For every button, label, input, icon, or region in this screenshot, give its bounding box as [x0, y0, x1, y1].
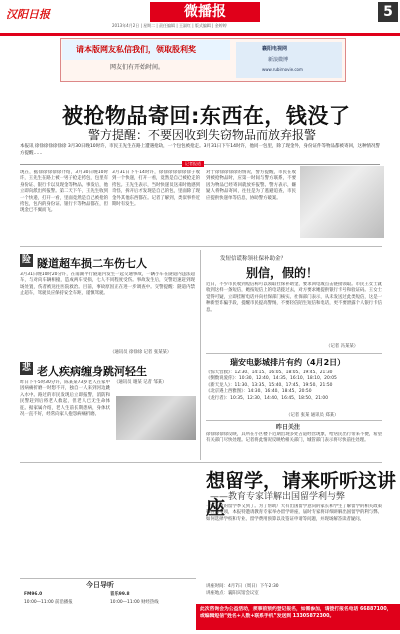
fraud-body: 近日，不少市民收到短信称可以领取社保补助金，要求回电或点击链接领取。市民王女士就收到这样一条短信，她按短信上的电话拨过去，对方要求她提供银行卡号和验证码。王女士觉得可疑，立即挂断电话并向社保部门核实。社保部门表示，从未发送过此类短信，这是一种新型诈骗手段，提醒市民提高警惕，不要轻信陌生短信和电话，更不要泄露个人银行卡信息。 — [206, 282, 382, 313]
main-col-2: 3月31日下午14时许，徐徐徐徐徐徐徐子收到一个快递，打开一看，竟然是自己被抢走的挎包。王先生表示，当时快递员送来时他感到奇怪，拆开后才发现是自己的包，里面除了现金外其他东西都在。记者了解到，类似事件近期时有发生。 — [112, 170, 200, 208]
footer-text: 此次咨询会为公益活动，须事前预约登记报名，如需参加，请拨打报名电话 66887100，或编辑短信“姓名+人数+联系手机”发送到 13305872300。 — [200, 607, 392, 619]
elder-note: （通讯员 谢某 记者 邹某） — [114, 380, 167, 385]
ad-right-url: www.rubirnovie.com — [262, 67, 303, 72]
tunnel-note: （通讯员 徐徐徐 记者 张某某） — [110, 350, 172, 355]
section-divider — [20, 246, 382, 247]
forum-time: 讲座时间：4月7日（周日）下午2:30 — [206, 584, 279, 589]
masthead: 微播报 — [150, 2, 260, 22]
reporter-tag: 记者报道 — [182, 161, 204, 167]
cinema-listing: 《惊天营救》：12:30、14:15、16:05、18:05、19:45、21:30 《倒数说爱你》：10:30、12:40、14:35、16:10、18:10、20:05 《新天龙人》：11:30、13:35、15:40、17:45、19:50、21:50 《北京遇上西雅图》：14:30、16:40、18:45、20:50 《龙行者》：10:35、12:30、14:40、16:45、18:50、21:00 — [206, 370, 337, 401]
fraud-credit: （记者 冯某某） — [326, 344, 359, 349]
main-col-3: 对于徐徐徐徐徐的情况，警方提醒，市民在收到被抢物品时，应第一时间与警方联系，不要因为物品已经寄回就放弃报警。警方表示，嫌疑人将物品寄回，往往是为了逃避追查，市民应提供快递单等信息，协助警方破案。 — [206, 170, 296, 201]
elder-body: 昨日下午5时30分许，陈某某73岁老人在家中因病痛折磨一时想不开，独自一人来到河边跳入水中。路过的市民发现后立即报警，消防和民警赶到后将老人救起，但老人已无生命体征。据家属介绍，老人生前长期患病，身体状况一直不好，经常向家人抱怨病痛折磨。 — [20, 380, 110, 418]
followup-body: 徐徐徐徐徐反映，其所在小区楼下近期出现多处占道经营现象，给居民出行带来不便，希望有关部门尽快处理。记者将此情况反映给相关部门，城管部门表示将尽快前往处理。 — [206, 432, 382, 444]
ad-title: 请本版网友私信我们，领取股利奖 — [76, 45, 196, 54]
story-photo — [300, 166, 384, 238]
dateline: 2013年4月2日 | 星期二 | 责任编辑 | 王淑红 | 版式编辑 | 金婷婷 — [112, 23, 227, 28]
radio-1-program: 10:00—11:00 前沿播报 — [24, 600, 73, 605]
section-divider-3 — [206, 420, 382, 421]
today-label: 今日导听 — [86, 581, 114, 589]
header-rule — [0, 33, 400, 36]
main-subheadline: 警方提醒：不要因收到失窃物品而放弃报警 — [88, 128, 317, 142]
elder-marker: 悲 — [21, 363, 31, 373]
ad-subtitle: 网友们有开始时间。 — [110, 64, 165, 71]
cinema-title: 瑞安电影城排片有约（4月2日） — [230, 358, 346, 367]
tunnel-headline: 隧道超车损二车伤七人 — [37, 257, 147, 270]
ad-right-panel — [236, 42, 342, 78]
radio-1-channel: FM96.0 — [24, 592, 43, 597]
elder-headline: 老人疾病缠身跳河轻生 — [37, 365, 147, 378]
fraud-kicker: 发短信谎称领社保补助金？ — [220, 256, 287, 262]
section-divider-4 — [20, 462, 382, 463]
forum-place: 讲座地点：襄阳宾馆会议室 — [206, 591, 259, 596]
elder-photo — [116, 396, 196, 440]
main-col-1: 现在，据徐徐徐徐徐介绍，3月30日晚10时许，王先生在路上被一男子抢走挎包，包里有身份证、银行卡以及现金等物品。事发后，他立即向派出所报警。第二天下午，王先生收到一个快递，打开一看，里面竟然是自己被抢的挎包，包内的身份证、银行卡等物品都在，但现金已不翼而飞。 — [20, 170, 108, 214]
page-number: 5 — [378, 2, 398, 22]
cinema-source: （记者 张某 通讯员 郑某） — [286, 413, 339, 418]
radio-2-program: 10:00—11:00 财经热线 — [110, 600, 159, 605]
fraud-headline: 别信，假的！ — [246, 266, 319, 280]
tunnel-body: 3月31日晚10时20分许，在南湖平行隧道内发生一起交通事故，一辆小车在隧道内违法超车，与对向车辆相撞，造成两车受损，七人不同程度受伤。事故发生后，交警迅速赶到现场处置，伤者被送往医院救治。目前，事故原因正在进一步调查中。交警提醒：隧道内禁止超车，驾驶员应保持安全车距，谨慎驾驶。 — [20, 272, 195, 297]
main-lead: 本报讯 徐徐徐徐徐徐徐 3月30日晚10时许，市民王先生在路上遭遇抢劫，一个包包被抢走。3月31日下午14时许，他同一包里，除了现金外，身份证件等物品都被寄回，这种情况警方提醒…… — [20, 144, 380, 156]
forum-headline: 想留学，请来听听这讲座 — [206, 470, 397, 519]
main-headline: 被抢物品寄回:东西在，钱没了 — [62, 104, 351, 128]
forum-body: 一年一度的留学季又到了。为了帮助广大有出国留学意向的家长和学生了解留学的相关政策和注意事项，本报特邀请教育专家举办留学讲座，届时专家将详细讲解出国留学的利与弊、如何选择学校和专业、留学费用预算以及签证申请等问题，并现场解答读者疑问。 — [206, 504, 382, 522]
forum-subhead: ——教育专家详解出国留学利与弊 — [210, 492, 346, 502]
ad-right-title: 襄阳电视网 — [262, 46, 288, 52]
ad-right-sub: 新浪微博 — [268, 57, 289, 63]
column-rule — [200, 250, 201, 460]
followup-label: 昨日关注 — [276, 424, 301, 431]
section-divider-5 — [20, 578, 196, 579]
radio-2-channel: 音乐99.8 — [110, 592, 130, 597]
newspaper-logo: 汉阳日报 — [6, 8, 50, 21]
tunnel-marker: 险 — [21, 255, 31, 265]
section-divider-2 — [206, 353, 382, 354]
